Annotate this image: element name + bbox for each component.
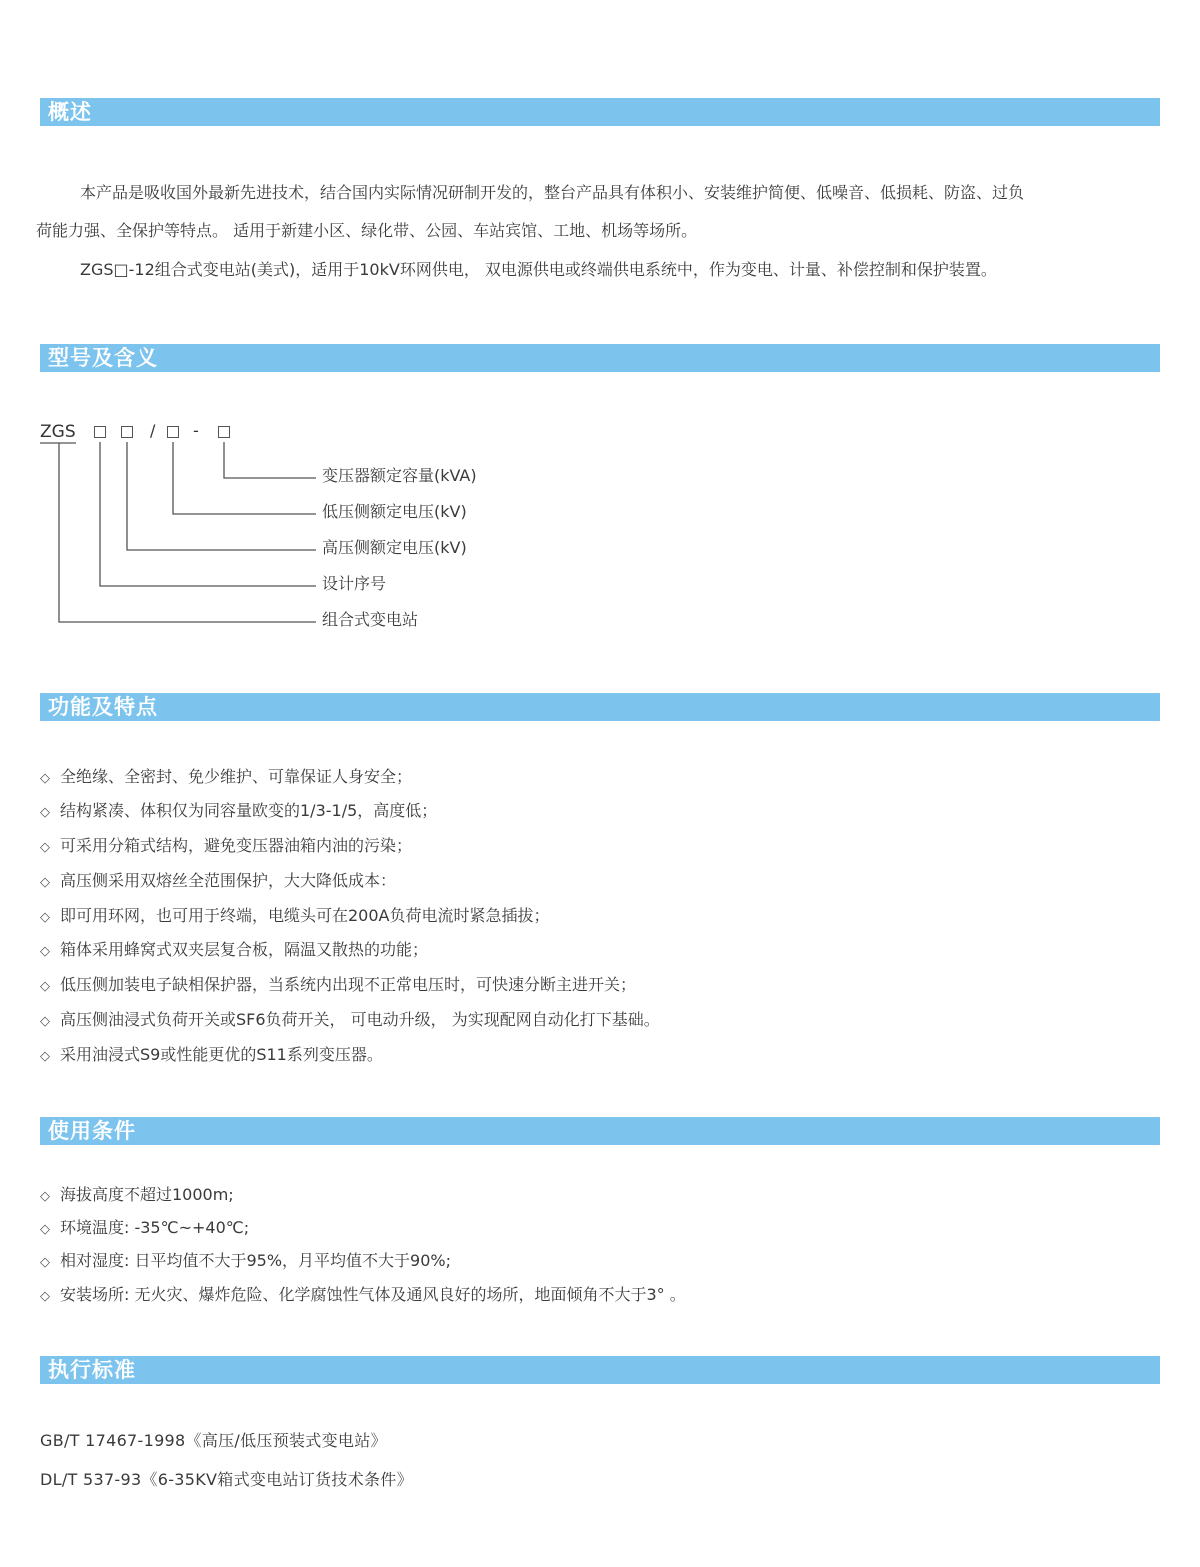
feature-text: 可采用分箱式结构，避免变压器油箱内油的污染； bbox=[60, 836, 413, 855]
overview-line-1: 本产品是吸收国外最新先进技术，结合国内实际情况研制开发的，整台产品具有体积小、安装维护简便、低噪音、低损耗、防盗、过负 bbox=[80, 183, 1025, 202]
model-label-lv-voltage: 低压侧额定电压(kV) bbox=[322, 502, 467, 521]
diamond-outline-icon: ◇ bbox=[40, 1255, 50, 1270]
condition-text: 环境温度: -35℃~+40℃; bbox=[60, 1218, 250, 1237]
section-title-standards: 执行标准 bbox=[48, 1358, 136, 1382]
model-code-prefix: ZGS bbox=[40, 422, 76, 442]
feature-item bbox=[40, 798, 437, 821]
model-slash: / bbox=[150, 421, 156, 440]
model-label-design-serial: 设计序号 bbox=[322, 574, 387, 593]
diamond-outline-icon: ◇ bbox=[40, 875, 50, 890]
feature-text: 全绝缘、全密封、免少维护、可靠保证人身安全； bbox=[60, 767, 413, 786]
feature-text: 结构紧凑、体积仅为同容量欧变的1/3-1/5，高度低； bbox=[60, 801, 438, 820]
overview-line-2: 荷能力强、全保护等特点。 适用于新建小区、绿化带、公园、车站宾馆、工地、机场等场所。 bbox=[36, 221, 698, 240]
section-bar-standards bbox=[40, 1356, 1160, 1384]
feature-text: 采用油浸式S9或性能更优的S11系列变压器。 bbox=[60, 1045, 383, 1064]
diamond-outline-icon: ◇ bbox=[40, 944, 50, 959]
feature-text: 高压侧油浸式负荷开关或SF6负荷开关， 可电动升级， 为实现配网自动化打下基础。 bbox=[60, 1010, 660, 1029]
feature-text: 箱体采用蜂窝式双夹层复合板，隔温又散热的功能； bbox=[60, 940, 429, 959]
feature-item bbox=[40, 833, 412, 856]
feature-item bbox=[40, 903, 550, 926]
diamond-outline-icon: ◇ bbox=[40, 979, 50, 994]
condition-item bbox=[40, 1182, 234, 1205]
feature-item bbox=[40, 1007, 660, 1030]
model-diagram-lines bbox=[0, 0, 1200, 700]
feature-item bbox=[40, 764, 412, 787]
section-title-features: 功能及特点 bbox=[48, 695, 158, 719]
section-bar-features bbox=[40, 693, 1160, 721]
model-label-combined-substation: 组合式变电站 bbox=[322, 610, 419, 629]
condition-text: 安装场所: 无火灾、爆炸危险、化学腐蚀性气体及通风良好的场所，地面倾角不大于3° 。 bbox=[60, 1285, 686, 1304]
standard-item: GB/T 17467-1998《高压/低压预装式变电站》 bbox=[40, 1431, 387, 1450]
section-title-model: 型号及含义 bbox=[48, 346, 158, 370]
feature-item bbox=[40, 972, 636, 995]
feature-text: 低压侧加装电子缺相保护器，当系统内出现不正常电压时，可快速分断主进开关； bbox=[60, 975, 637, 994]
overview-line-3: ZGS□-12组合式变电站(美式)，适用于10kV环网供电， 双电源供电或终端供电系统中，作为变电、计量、补偿控制和保护装置。 bbox=[80, 260, 997, 279]
standard-item: DL/T 537-93《6-35KV箱式变电站订货技术条件》 bbox=[40, 1470, 413, 1489]
model-dash: - bbox=[193, 421, 199, 440]
feature-text: 高压侧采用双熔丝全范围保护，大大降低成本： bbox=[60, 871, 397, 890]
diamond-outline-icon: ◇ bbox=[40, 1222, 50, 1237]
diamond-outline-icon: ◇ bbox=[40, 1014, 50, 1029]
section-title-conditions: 使用条件 bbox=[48, 1119, 136, 1143]
diamond-outline-icon: ◇ bbox=[40, 1289, 50, 1304]
condition-text: 海拔高度不超过1000m; bbox=[60, 1185, 234, 1204]
condition-item bbox=[40, 1215, 249, 1238]
section-bar-conditions bbox=[40, 1117, 1160, 1145]
diamond-outline-icon: ◇ bbox=[40, 1189, 50, 1204]
diamond-outline-icon: ◇ bbox=[40, 840, 50, 855]
section-title-overview: 概述 bbox=[48, 100, 92, 124]
model-label-hv-voltage: 高压侧额定电压(kV) bbox=[322, 538, 467, 557]
feature-item bbox=[40, 868, 396, 891]
diamond-outline-icon: ◇ bbox=[40, 910, 50, 925]
condition-text: 相对湿度: 日平均值不大于95%，月平均值不大于90%; bbox=[60, 1251, 451, 1270]
feature-item bbox=[40, 937, 428, 960]
diamond-outline-icon: ◇ bbox=[40, 771, 50, 786]
condition-item bbox=[40, 1248, 451, 1271]
diamond-outline-icon: ◇ bbox=[40, 1049, 50, 1064]
condition-item bbox=[40, 1282, 686, 1305]
model-label-capacity: 变压器额定容量(kVA) bbox=[322, 466, 477, 485]
feature-item bbox=[40, 1042, 383, 1065]
feature-text: 即可用环网，也可用于终端，电缆头可在200A负荷电流时紧急插拔； bbox=[60, 906, 550, 925]
diamond-outline-icon: ◇ bbox=[40, 805, 50, 820]
